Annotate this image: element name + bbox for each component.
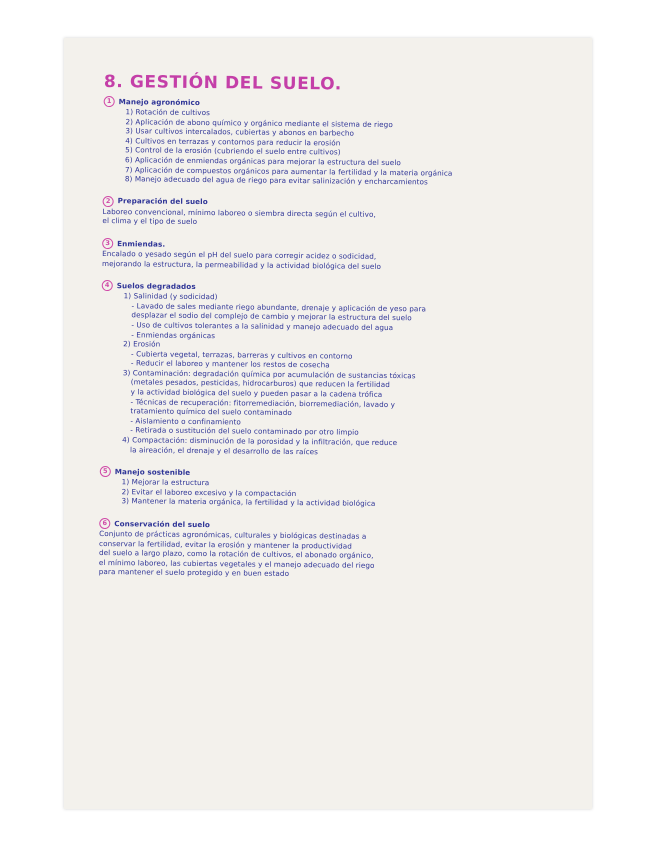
note-line: desplazar el sodio del complejo de cambio y mejorar la estructura del suelo bbox=[131, 310, 412, 323]
section-number-badge: 6 bbox=[99, 518, 110, 529]
note-line: 4) Cultivos en terrazas y contornos para reducir la erosión bbox=[125, 136, 341, 148]
section-heading-text: Suelos degradados bbox=[116, 280, 196, 291]
section-number-badge: 4 bbox=[102, 280, 113, 291]
note-line: - Lavado de sales mediante riego abundante, drenaje y aplicación de yeso para bbox=[131, 301, 427, 314]
note-line: Laboreo convencional, mínimo laboreo o siembra directa según el cultivo, bbox=[102, 206, 376, 219]
note-line: del suelo a largo plazo, como la rotación de cultivos, el abonado orgánico, bbox=[98, 548, 374, 561]
handwritten-notes bbox=[99, 72, 582, 594]
note-line: 3) Usar cultivos intercalados, cubiertas y abonos en barbecho bbox=[125, 126, 355, 138]
section-heading-text: Enmiendas. bbox=[117, 238, 166, 249]
note-line: 1) Rotación de cultivos bbox=[125, 107, 211, 118]
section-number-badge: 5 bbox=[100, 466, 111, 477]
sections-list bbox=[99, 96, 582, 582]
section-1 bbox=[103, 96, 582, 189]
note-line: la aireación, el drenaje y el desarrollo de las raíces bbox=[130, 444, 319, 456]
note-line: 3) Contaminación: degradación química por acumulación de sustancias tóxicas bbox=[122, 368, 416, 381]
note-line: - Enmiendas orgánicas bbox=[131, 329, 216, 340]
note-line: Conjunto de prácticas agronómicas, culturales y biológicas destinadas a bbox=[99, 528, 367, 541]
section-number-badge: 3 bbox=[102, 238, 113, 249]
note-line: el mínimo laboreo, las cubiertas vegetales y el manejo adecuado del riego bbox=[98, 557, 375, 570]
note-line: (metales pesados, pesticidas, hidrocarburos) que reducen la fertilidad bbox=[130, 377, 390, 390]
section-heading-text: Manejo agronómico bbox=[118, 96, 201, 107]
section-heading-text: Conservación del suelo bbox=[114, 518, 211, 529]
section-3 bbox=[102, 238, 580, 273]
note-line: 4) Compactación: disminución de la porosidad y la infiltración, que reduce bbox=[122, 435, 398, 448]
note-line: 2) Erosión bbox=[123, 339, 161, 349]
note-line: 1) Salinidad (y sodicidad) bbox=[123, 291, 218, 302]
note-line: conservar la fertilidad, evitar la erosión y mantener la productividad bbox=[99, 538, 353, 551]
note-line: - Aislamiento o confinamiento bbox=[130, 416, 241, 427]
note-line: el clima y el tipo de suelo bbox=[102, 216, 198, 227]
note-line: tratamiento químico del suelo contaminado bbox=[130, 406, 292, 418]
page-title: 8. GESTIÓN DEL SUELO. bbox=[103, 72, 343, 95]
section-6 bbox=[99, 518, 578, 582]
section-heading-text: Preparación del suelo bbox=[117, 196, 208, 207]
section-number-badge: 1 bbox=[104, 96, 115, 107]
note-line: 6) Aplicación de enmiendas orgánicas para mejorar la estructura del suelo bbox=[125, 155, 402, 168]
note-line: 2) Aplicación de abono químico y orgánico mediante el sistema de riego bbox=[125, 116, 393, 129]
note-line: - Técnicas de recuperación: fitorremediación, biorremediación, lavado y bbox=[130, 396, 396, 409]
note-line: 8) Manejo adecuado del agua de riego para evitar salinización y encharcamientos bbox=[124, 174, 428, 187]
note-line: - Reducir el laboreo y mantener los restos de cosecha bbox=[130, 358, 330, 370]
note-line: para mantener el suelo protegido y en buen estado bbox=[98, 567, 290, 579]
section-5 bbox=[99, 466, 577, 511]
note-line: 2) Evitar el laboreo excesivo y la compactación bbox=[121, 487, 297, 498]
section-2 bbox=[102, 196, 580, 231]
note-line: - Uso de cultivos tolerantes a la salinidad y manejo adecuado del agua bbox=[131, 320, 394, 332]
section-heading-text: Manejo sostenible bbox=[114, 467, 191, 477]
note-line: Encalado o yesado según el pH del suelo para corregir acidez o sodicidad, bbox=[102, 248, 377, 261]
note-line: 1) Mejorar la estructura bbox=[121, 477, 210, 488]
section-4 bbox=[100, 280, 580, 459]
note-line: 7) Aplicación de compuestos orgánicos para aumentar la fertilidad y la materia orgánica bbox=[124, 164, 453, 178]
note-line: - Cubierta vegetal, terrazas, barreras y cultivos en contorno bbox=[131, 348, 353, 361]
note-line: 3) Mantener la materia orgánica, la fertilidad y la actividad biológica bbox=[121, 496, 376, 509]
note-line: - Retirada o sustitución del suelo contaminado por otro limpio bbox=[130, 425, 359, 438]
note-line: y la actividad biológica del suelo y pueden pasar a la cadena trófica bbox=[130, 387, 383, 399]
section-number-badge: 2 bbox=[103, 196, 114, 207]
notebook-page bbox=[64, 38, 592, 809]
note-line: 5) Control de la erosión (cubriendo el suelo entre cultivos) bbox=[125, 145, 341, 157]
note-line: mejorando la estructura, la permeabilidad y la actividad biológica del suelo bbox=[101, 258, 382, 271]
